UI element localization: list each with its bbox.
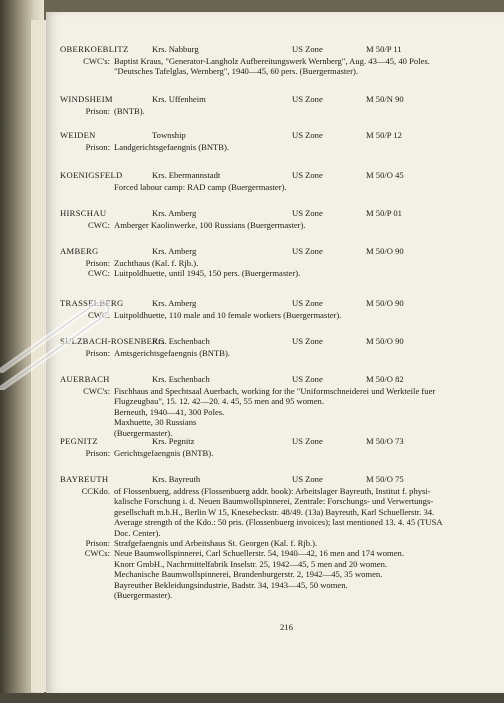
- line-text: Knorr GmbH., Nachrmittelfabrik Inselstr. 25, 1942—45, 5 men and 20 women.: [114, 558, 388, 569]
- district: Krs. Eschenbach: [152, 374, 210, 384]
- grid-reference: M 50/O 75: [366, 474, 404, 484]
- line-text: Maxhuette, 30 Russians: [114, 417, 197, 428]
- entry-line: [60, 580, 480, 590]
- grid-reference: M 50/O 73: [366, 436, 404, 446]
- entry-line: [60, 538, 480, 548]
- entry-line: [60, 396, 480, 406]
- entry-line: [60, 548, 480, 558]
- entry-line: [60, 569, 480, 579]
- line-label: CWC's:: [83, 386, 110, 396]
- grid-reference: M 50/P 12: [366, 130, 402, 140]
- line-text: kalische Forschung i. d. Neuen Baumwollspinnerei, Zentrale: Forschungs- und Verwertungs-: [114, 496, 434, 507]
- line-label: Prison:: [85, 258, 110, 268]
- line-label: Prison:: [85, 448, 110, 458]
- line-text: Average strength of the Kdo.: 50 pris. (Flossenbuerg invoices); last mentioned 13. 4. 45 (TUSA: [114, 517, 443, 528]
- entry-pegnitz: [60, 436, 480, 458]
- page-number: 216: [280, 622, 293, 632]
- zone: US Zone: [292, 44, 323, 54]
- district: Krs. Eschenbach: [152, 336, 210, 346]
- district: Krs. Nabburg: [152, 44, 199, 54]
- line-text: Gerichtsgefaengnis (BNTB).: [114, 448, 214, 458]
- line-text: Baptist Kraus, "Generator-Langholz Aufbereitungswerk Wernberg", Aug. 43—45, 40 Poles.: [114, 56, 430, 66]
- zone: US Zone: [292, 94, 323, 104]
- line-label: CWC:: [88, 310, 110, 320]
- place-name: HIRSCHAU: [60, 208, 107, 218]
- line-text: Doc. Center).: [114, 527, 161, 538]
- place-name: AUERBACH: [60, 374, 110, 384]
- district: Krs. Amberg: [152, 246, 197, 256]
- district: Krs. Uffenheim: [152, 94, 206, 104]
- zone: US Zone: [292, 246, 323, 256]
- district: Krs. Pegnitz: [152, 436, 195, 446]
- entry-bayreuth: [60, 474, 480, 600]
- zone: US Zone: [292, 474, 323, 484]
- entry-line: [60, 182, 480, 192]
- place-name: AMBERG: [60, 246, 99, 256]
- entry-oberkoeblitz: [60, 44, 480, 77]
- entry-line: [60, 66, 480, 76]
- zone: US Zone: [292, 436, 323, 446]
- line-text: Landgerichtsgefaengnis (BNTB).: [114, 142, 230, 152]
- entry-header: [60, 170, 480, 182]
- entry-line: [60, 496, 480, 506]
- entry-line: [60, 106, 480, 116]
- entry-header: [60, 436, 480, 448]
- grid-reference: M 50/O 90: [366, 298, 404, 308]
- place-name: PEGNITZ: [60, 436, 98, 446]
- entry-header: [60, 130, 480, 142]
- line-text: Neue Baumwollspinnerei, Carl Schuellerstr. 54, 1940—42, 16 men and 174 women.: [114, 548, 404, 559]
- line-text: Luitpoldhuette, until 1945, 150 pers. (Buergermaster).: [114, 268, 301, 279]
- entry-header: [60, 44, 480, 56]
- line-text: "Deutsches Tafelglas, Wernberg", 1940—45, 60 pers. (Buergermaster).: [114, 66, 358, 77]
- grid-reference: M 50/P 01: [366, 208, 402, 218]
- place-name: WINDSHEIM: [60, 94, 113, 104]
- grid-reference: M 50/O 45: [366, 170, 404, 180]
- zone: US Zone: [292, 298, 323, 308]
- district: Township: [152, 130, 186, 140]
- line-label: CWC's:: [83, 56, 110, 66]
- district: Krs. Ebermannstadt: [152, 170, 221, 180]
- entry-header: [60, 246, 480, 258]
- line-text: Amberger Kaolinwerke, 100 Russians (Buergermaster).: [114, 220, 306, 230]
- entry-line: [60, 407, 480, 417]
- entry-header: [60, 94, 480, 106]
- table-surface: [0, 693, 504, 703]
- district: Krs. Amberg: [152, 298, 197, 308]
- entry-line: [60, 517, 480, 527]
- entry-header: [60, 208, 480, 220]
- grid-reference: M 50/P 11: [366, 44, 402, 54]
- zone: US Zone: [292, 170, 323, 180]
- paper-clip-icon: [0, 300, 130, 390]
- line-text: Berneuth, 1940—41, 300 Poles.: [114, 406, 225, 417]
- line-label: CWC:: [88, 268, 110, 279]
- zone: US Zone: [292, 130, 323, 140]
- grid-reference: M 50/O 82: [366, 374, 404, 384]
- place-name: TRASSELBERG: [60, 298, 124, 308]
- entry-line: [60, 486, 480, 496]
- entry-line: [60, 220, 480, 230]
- entry-line: [60, 56, 480, 66]
- line-label: Prison:: [85, 142, 110, 152]
- line-text: Strafgefaengnis und Arbeitshaus St. Georgen (Kal. f. Rjb.).: [114, 538, 318, 549]
- line-label: CWCs:: [84, 548, 110, 559]
- line-text: Fischhaus and Spechtsaal Auerbach, working for the "Uniformschneiderei und Werkteile fuer: [114, 386, 436, 396]
- place-name: KOENIGSFELD: [60, 170, 123, 180]
- line-text: Amtsgerichtsgefaengnis (BNTB).: [114, 348, 230, 358]
- line-label: CWC:: [88, 220, 110, 230]
- entry-line: [60, 417, 480, 427]
- entry-weiden: [60, 130, 480, 152]
- zone: US Zone: [292, 336, 323, 346]
- line-text: gesellschaft m.b.H., Berlin W 15, Knesebeckstr. 48/49. (13a) Bayreuth, Karl Schuellerstr. 34.: [114, 506, 435, 517]
- entry-line: [60, 258, 480, 268]
- line-text: Zuchthaus (Kal. f. Rjb.).: [114, 258, 199, 268]
- entry-line: [60, 268, 480, 278]
- district: Krs. Bayreuth: [152, 474, 201, 484]
- line-label: Prison:: [85, 538, 110, 549]
- place-name: WEIDEN: [60, 130, 96, 140]
- zone: US Zone: [292, 208, 323, 218]
- line-label: Prison:: [85, 106, 110, 116]
- place-name: OBERKOEBLITZ: [60, 44, 129, 54]
- line-text: Forced labour camp: RAD camp (Buergermaster).: [114, 182, 287, 192]
- entry-line: [60, 559, 480, 569]
- line-text: (Buergermaster).: [114, 427, 173, 438]
- grid-reference: M 50/O 90: [366, 246, 404, 256]
- district: Krs. Amberg: [152, 208, 197, 218]
- entry-line: [60, 590, 480, 600]
- line-text: (Buergermaster).: [114, 590, 173, 601]
- entry-line: [60, 507, 480, 517]
- entry-amberg: [60, 246, 480, 279]
- entry-header: [60, 474, 480, 486]
- entry-line: [60, 142, 480, 152]
- line-text: Bayreuther Bekleidungsindustrie, Badstr. 34, 1943—45, 50 women.: [114, 579, 348, 590]
- entry-line: [60, 528, 480, 538]
- line-label: CCKdo.: [81, 486, 110, 496]
- entry-hirschau: [60, 208, 480, 230]
- zone: US Zone: [292, 374, 323, 384]
- line-text: Flugzeugbau", 15. 12. 42—20. 4. 45, 55 men and 95 women.: [114, 396, 324, 407]
- place-name: SULZBACH-ROSENBERG: [60, 336, 165, 346]
- place-name: BAYREUTH: [60, 474, 109, 484]
- line-label: Prison:: [85, 348, 110, 358]
- line-text: Mechanische Baumwollspinnerei, Brandenburgerstr. 2, 1942—45, 35 women.: [114, 569, 383, 580]
- line-text: Luitpoldhuette, 110 male and 10 female workers (Buergermaster).: [114, 310, 342, 320]
- grid-reference: M 50/N 90: [366, 94, 404, 104]
- entry-windsheim: [60, 94, 480, 116]
- line-text: (BNTB).: [114, 106, 145, 116]
- line-text: of Flossenbuerg, address (Flossenbuerg addr. book): Arbeitslager Bayreuth, Institut f. physi-: [114, 486, 431, 496]
- entry-koenigsfeld: [60, 170, 480, 192]
- grid-reference: M 50/O 90: [366, 336, 404, 346]
- entry-line: [60, 448, 480, 458]
